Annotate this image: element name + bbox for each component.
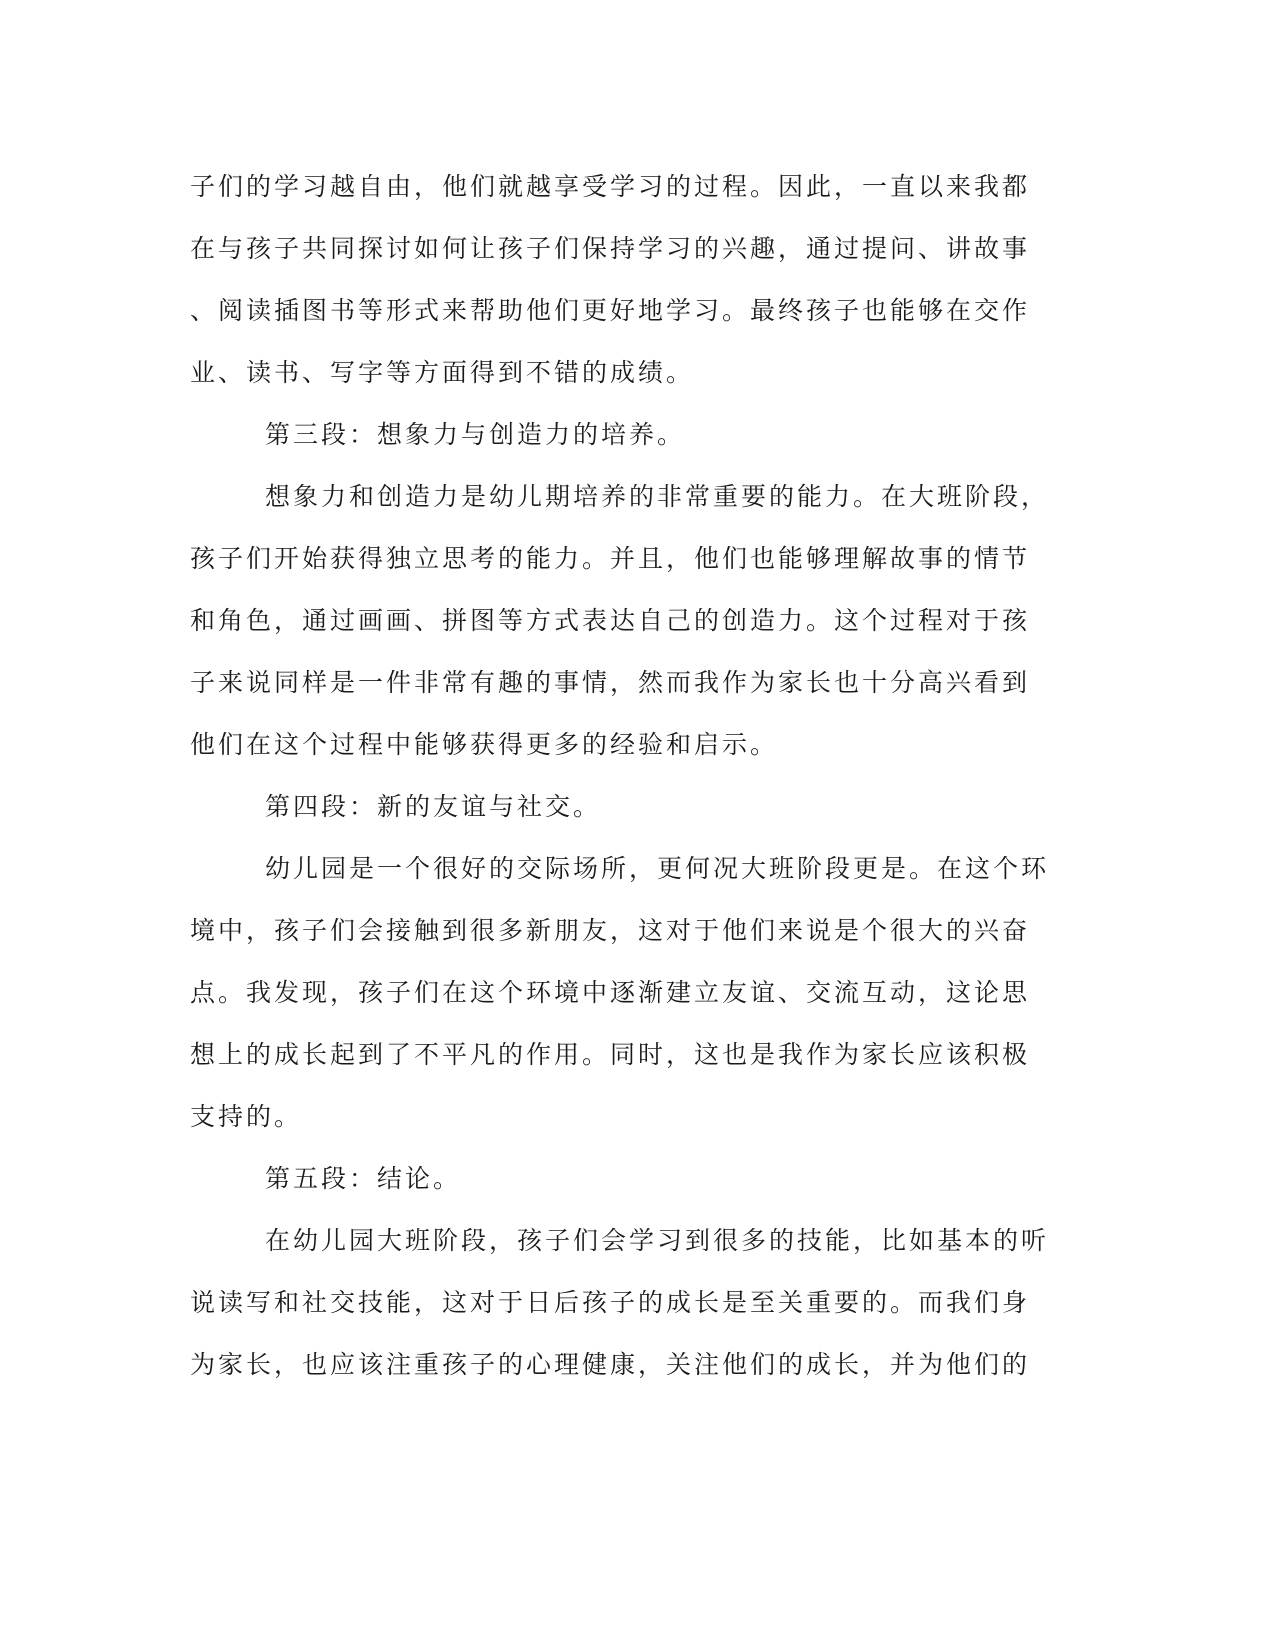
text-line: 和角色，通过画画、拼图等方式表达自己的创造力。这个过程对于孩 <box>190 606 1031 635</box>
section-heading-3: 第三段：想象力与创造力的培养。 <box>265 420 686 449</box>
text-line: 孩子们开始获得独立思考的能力。并且，他们也能够理解故事的情节 <box>190 544 1031 573</box>
text-line: 业、读书、写字等方面得到不错的成绩。 <box>190 358 695 387</box>
text-line: 幼儿园是一个很好的交际场所，更何况大班阶段更是。在这个环 <box>265 854 1050 883</box>
body-text <box>190 156 1090 1396</box>
text-line: 子们的学习越自由，他们就越享受学习的过程。因此，一直以来我都 <box>190 172 1031 201</box>
section-heading-4: 第四段：新的友谊与社交。 <box>265 792 602 821</box>
section-heading-5: 第五段：结论。 <box>265 1164 462 1193</box>
text-line: 在与孩子共同探讨如何让孩子们保持学习的兴趣，通过提问、讲故事 <box>190 234 1031 263</box>
text-line: 支持的。 <box>190 1102 303 1131</box>
text-line: 点。我发现，孩子们在这个环境中逐渐建立友谊、交流互动，这论思 <box>190 978 1031 1007</box>
text-line: 境中，孩子们会接触到很多新朋友，这对于他们来说是个很大的兴奋 <box>190 916 1031 945</box>
text-line: 、阅读插图书等形式来帮助他们更好地学习。最终孩子也能够在交作 <box>190 296 1031 325</box>
text-line: 说读写和社交技能，这对于日后孩子的成长是至关重要的。而我们身 <box>190 1288 1031 1317</box>
text-line: 子来说同样是一件非常有趣的事情，然而我作为家长也十分高兴看到 <box>190 668 1031 697</box>
text-line: 想象力和创造力是幼儿期培养的非常重要的能力。在大班阶段， <box>265 482 1050 511</box>
text-line: 为家长，也应该注重孩子的心理健康，关注他们的成长，并为他们的 <box>190 1350 1031 1379</box>
text-line: 在幼儿园大班阶段，孩子们会学习到很多的技能，比如基本的听 <box>265 1226 1050 1255</box>
text-line: 他们在这个过程中能够获得更多的经验和启示。 <box>190 730 779 759</box>
text-line: 想上的成长起到了不平凡的作用。同时，这也是我作为家长应该积极 <box>190 1040 1031 1069</box>
